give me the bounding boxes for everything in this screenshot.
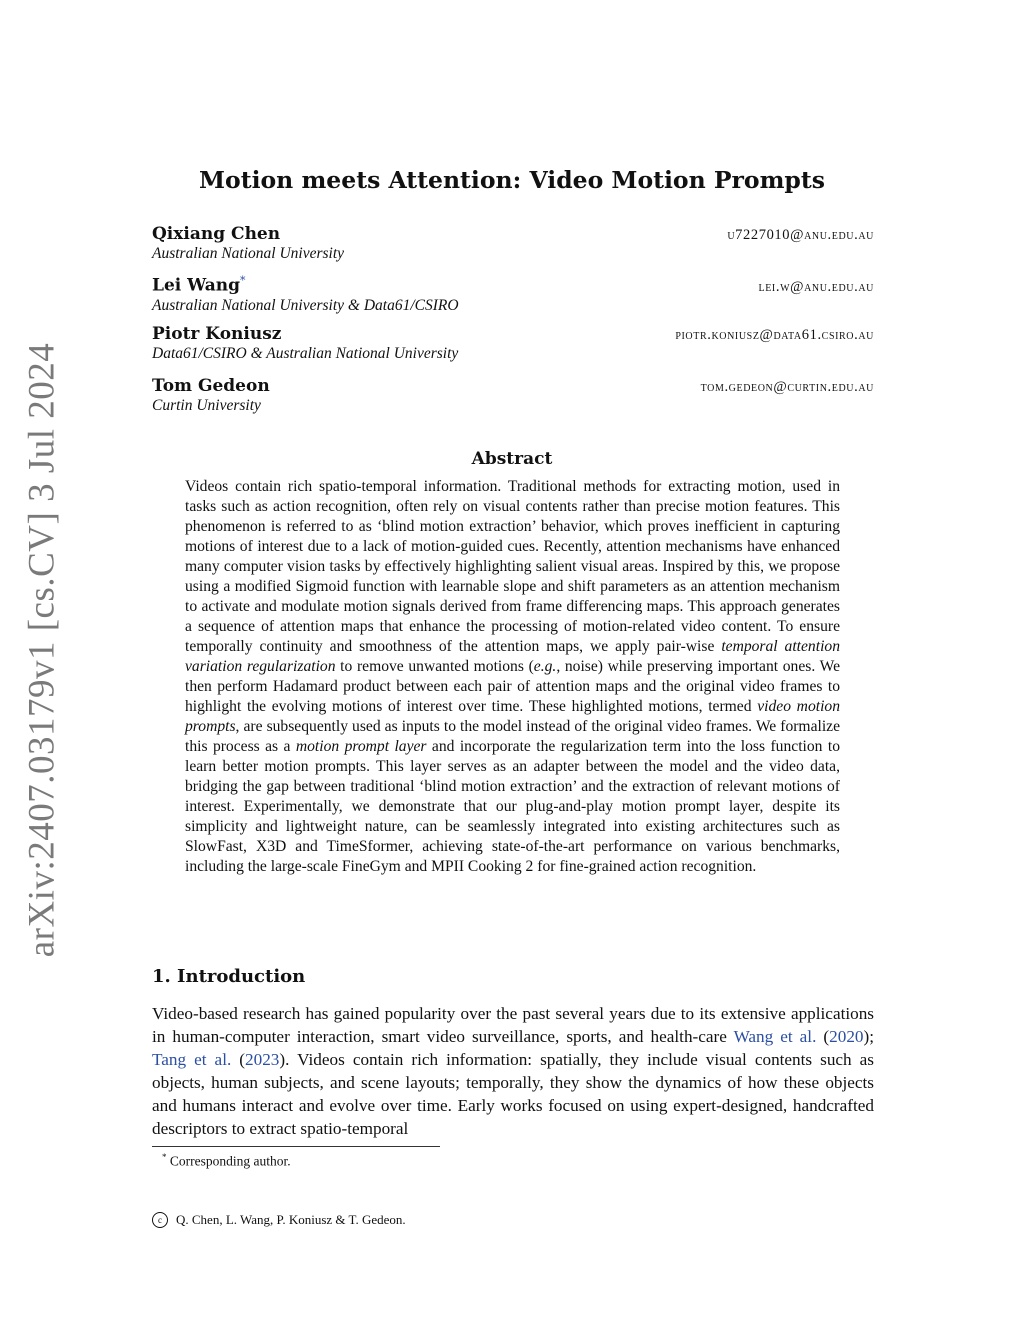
author-block — [152, 224, 874, 263]
citation-link[interactable]: Tang et al. — [152, 1050, 232, 1069]
corresponding-author-marker[interactable]: * — [240, 274, 246, 287]
author-affiliation: Data61/CSIRO & Australian National University — [152, 345, 459, 362]
abstract-heading: Abstract — [471, 449, 553, 469]
introduction-text: Video-based research has gained popularity over the past several years due to its extensive applications in human-computer interaction, smart video surveillance, sports, and health-care Wang et al. (2020); Tang et al. (2023). Videos contain rich information: spatially, they include visual contents such as objects, human subjects, and scene layouts; temporally, they show the dynamics of how these objects and humans interact and evolve over time. Early works focused on using expert-designed, handcrafted descriptors to extract spatio-temporal — [152, 1004, 874, 1138]
author-name: Lei Wang* — [152, 274, 246, 296]
author-email[interactable]: tom.gedeon@curtin.edu.au — [700, 379, 874, 395]
citation-link[interactable]: Wang et al. — [733, 1027, 817, 1046]
footnote: * Corresponding author. — [162, 1152, 291, 1169]
author-affiliation: Curtin University — [152, 397, 261, 414]
author-block — [152, 274, 874, 315]
copyright-text: Q. Chen, L. Wang, P. Koniusz & T. Gedeon. — [176, 1212, 406, 1227]
author-block — [152, 324, 874, 363]
author-name: Tom Gedeon — [152, 376, 270, 396]
copyright-icon: c — [152, 1212, 168, 1228]
author-block — [152, 376, 874, 415]
footnote-divider — [152, 1146, 440, 1147]
author-affiliation: Australian National University & Data61/CSIRO — [152, 296, 459, 314]
author-affiliation: Australian National University — [152, 245, 345, 262]
author-email[interactable]: lei.w@anu.edu.au — [758, 278, 874, 295]
paper-title: Motion meets Attention: Video Motion Prompts — [199, 166, 825, 194]
author-email[interactable]: u7227010@anu.edu.au — [727, 227, 874, 243]
author-email[interactable]: piotr.koniusz@data61.csiro.au — [675, 327, 874, 343]
citation-year-link[interactable]: 2020 — [829, 1027, 864, 1046]
author-name: Qixiang Chen — [152, 224, 281, 244]
arxiv-identifier-stamp[interactable]: arXiv:2407.03179v1 [cs.CV] 3 Jul 2024 — [21, 342, 63, 958]
abstract-text: Videos contain rich spatio-temporal information. Traditional methods for extracting motion, used in tasks such as action recognition, often rely on visual contents rather than precise motion features. This phenomenon is referred to as ‘blind motion extraction’ behavior, which proves inefficient in capturing motions of interest due to a lack of motion-guided cues. Recently, attention mechanisms have enhanced many computer vision tasks by effectively highlighting salient visual areas. Inspired by this, we propose using a modified Sigmoid function with learnable slope and shift parameters as an attention mechanism to activate and modulate motion signals derived from frame differencing maps. This approach generates a sequence of attention maps that enhance the processing of motion-related video content. To ensure temporally continuity and smoothness of the attention maps, we apply pair-wise temporal attention variation regularization to remove unwanted motions (e.g., noise) while preserving important ones. We then perform Hadamard product between each pair of attention maps and the original video frames to highlight the evolving motions of interest over time. These highlighted motions, termed video motion prompts, are subsequently used as inputs to the model instead of the original video frames. We formalize this process as a motion prompt layer and incorporate the regularization term into the loss function to learn better motion prompts. This layer serves as an adapter between the model and the video data, bridging the gap between traditional ‘blind motion extraction’ and the extraction of relevant motions of interest. Experimentally, we demonstrate that our plug-and-play motion prompt layer, despite its simplicity and lightweight nature, can be seamlessly integrated into existing architectures such as SlowFast, X3D and TimeSformer, achieving state-of-the-art performance on various benchmarks, including the large-scale FineGym and MPII Cooking 2 for fine-grained action recognition. — [185, 478, 841, 875]
footnote-marker: * — [162, 1152, 167, 1162]
citation-year-link[interactable]: 2023 — [245, 1050, 280, 1069]
author-name: Piotr Koniusz — [152, 324, 282, 344]
section-heading-introduction: 1. Introduction — [152, 966, 306, 987]
copyright-notice — [152, 1212, 406, 1228]
